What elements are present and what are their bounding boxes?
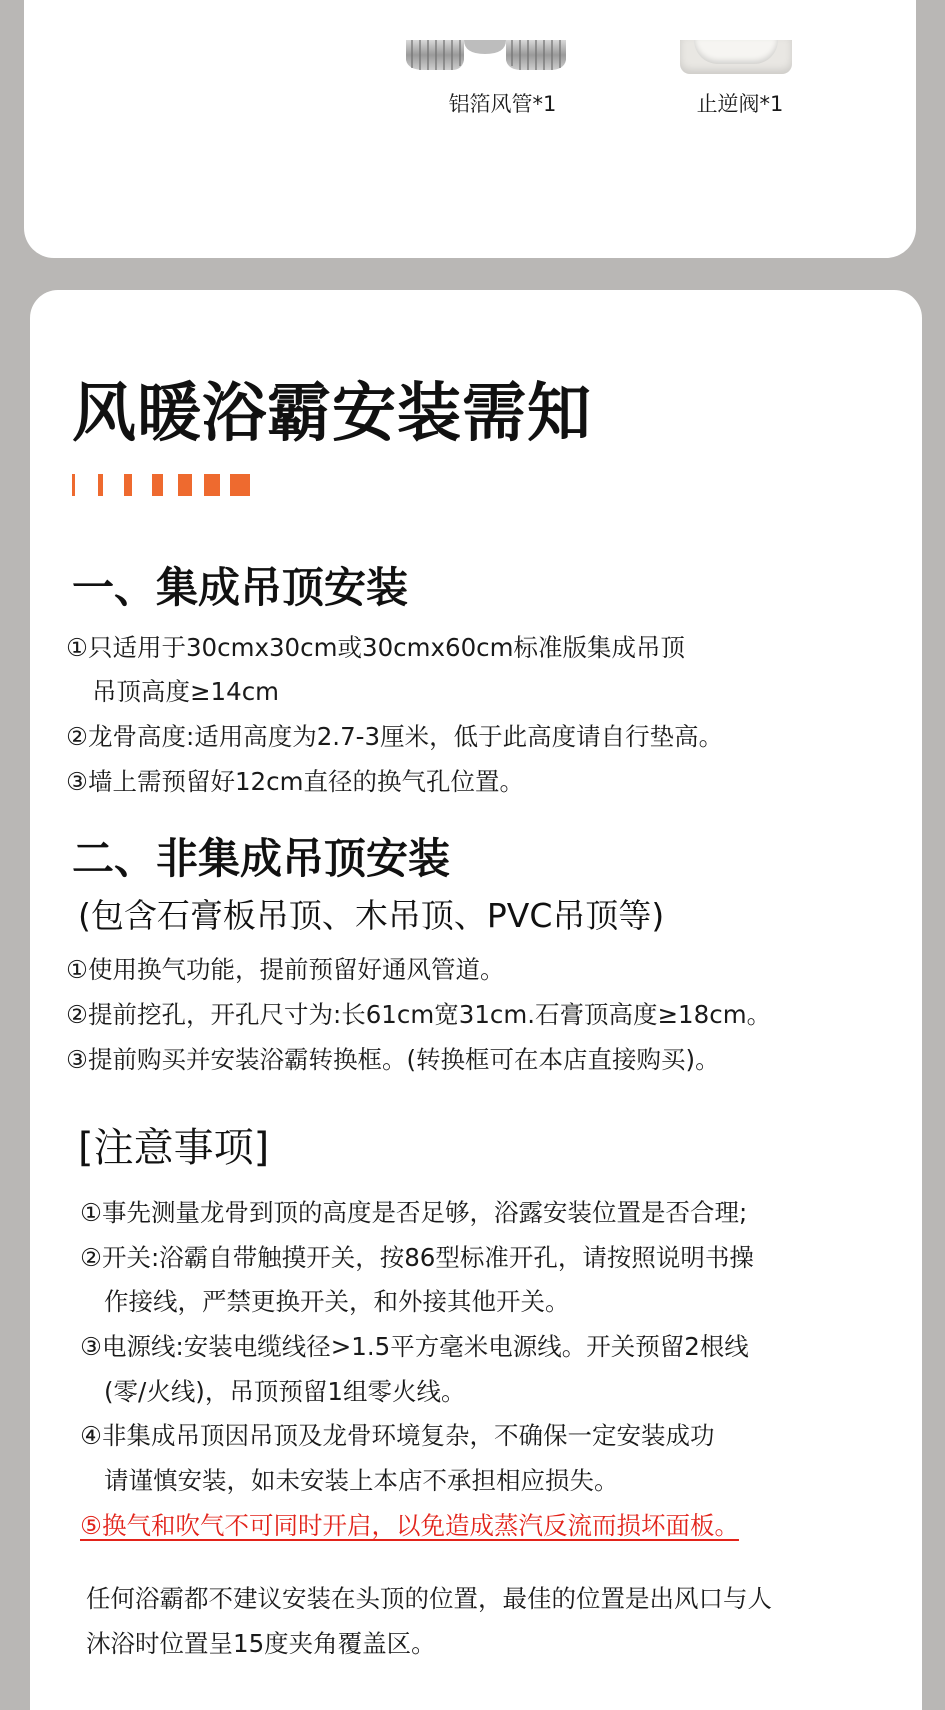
accessories-card [24,0,916,258]
accent-bar [98,474,103,496]
section2-line: ②提前挖孔，开孔尺寸为:长61cm宽31cm.石膏顶高度≥18cm。 [66,1000,772,1029]
section1-line: ②龙骨高度:适用高度为2.7-3厘米，低于此高度请自行垫高。 [66,722,724,751]
section2-line: ①使用换气功能，提前预留好通风管道。 [66,955,505,984]
notes-line: ③电源线:安装电缆线径>1.5平方毫米电源线。开关预留2根线 [80,1332,749,1361]
aluminum-duct-label: 铝箔风管*1 [448,92,557,116]
accent-bar [124,474,132,496]
accent-bar [72,474,75,496]
check-valve-label: 止逆阀*1 [696,92,784,116]
section2-subheading: (包含石膏板吊顶、木吊顶、PVC吊顶等) [78,896,665,935]
section1-heading: 一、集成吊顶安装 [72,563,409,612]
section1-line: ①只适用于30cmx30cm或30cmx60cm标准版集成吊顶 [66,633,686,662]
notes-line: 请谨慎安装，如未安装上本店不承担相应损失。 [104,1466,619,1495]
notes-line: ②开关:浴霸自带触摸开关，按86型标准开孔，请按照说明书操 [80,1243,754,1272]
accent-bar [178,474,192,496]
notes-heading: [注意事项] [78,1125,270,1171]
section2-heading: 二、非集成吊顶安装 [72,834,451,883]
notes-line: ④非集成吊顶因吊顶及龙骨环境复杂，不确保一定安装成功 [80,1421,715,1450]
accent-bar [230,474,250,496]
accent-bar [204,474,220,496]
notes-line: ①事先测量龙骨到顶的高度是否足够，浴露安装位置是否合理; [80,1198,748,1227]
section1-line: ③墙上需预留好12cm直径的换气孔位置。 [66,767,524,796]
footer-line: 任何浴霸都不建议安装在头顶的位置，最佳的位置是出风口与人 [86,1584,772,1613]
aluminum-duct-image [402,40,570,72]
section2-line: ③提前购买并安装浴霸转换框。(转换框可在本店直接购买)。 [66,1045,720,1074]
section1-line: 吊顶高度≥14cm [92,677,280,706]
warning-line: ⑤换气和吹气不可同时开启，以免造成蒸汽反流而损坏面板。 [80,1511,739,1540]
notes-line: (零/火线)，吊顶预留1组零火线。 [104,1377,466,1406]
notes-line: 作接线，严禁更换开关，和外接其他开关。 [104,1287,570,1316]
footer-line: 沐浴时位置呈15度夹角覆盖区。 [86,1629,436,1658]
check-valve-flap [694,40,778,64]
check-valve-image [680,40,792,74]
page-title: 风暖浴霸安装需知 [72,376,592,451]
accent-bar [152,474,163,496]
